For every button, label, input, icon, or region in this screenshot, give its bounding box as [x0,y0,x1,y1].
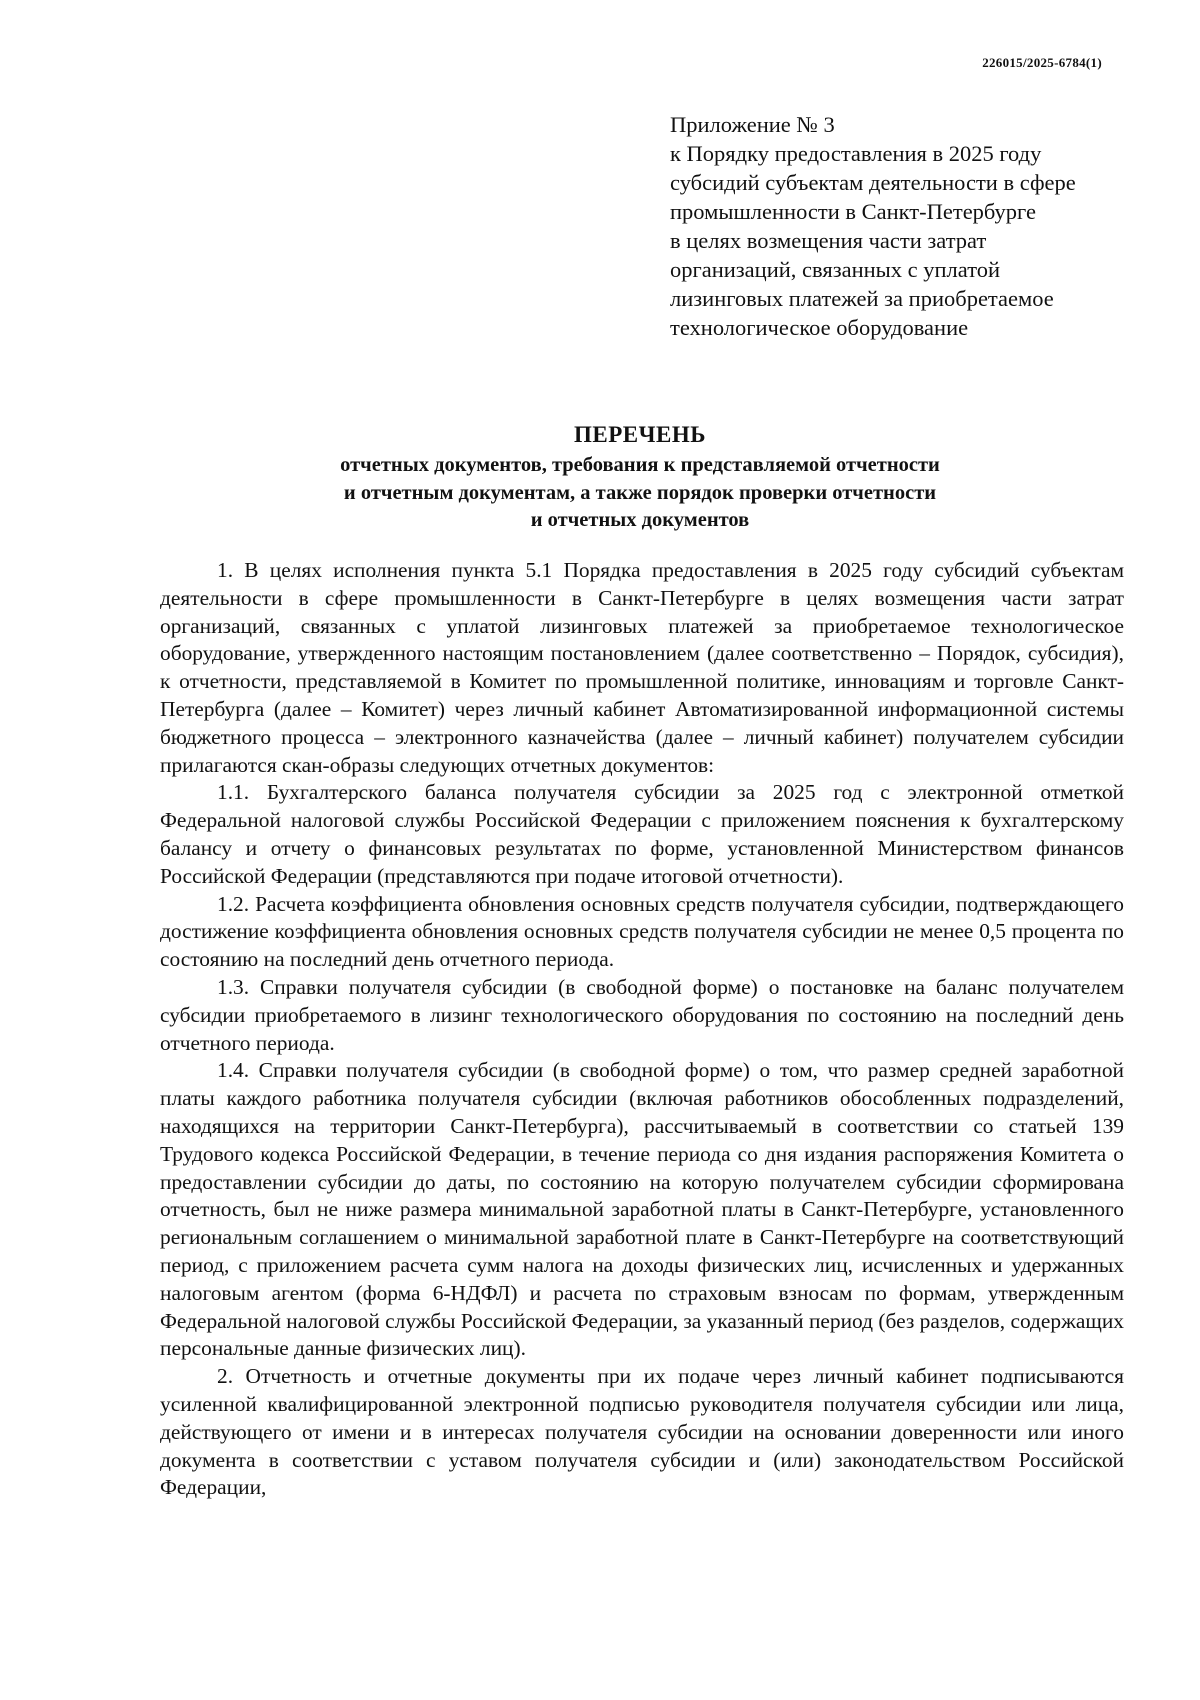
paragraph-1-4: 1.4. Справки получателя субсидии (в свободной форме) о том, что размер средней заработной платы каждого работника получателя субсидии (включая работников обособленных подразделений, находящихся на территории Санкт-Петербурга), рассчитываемый в соответствии со статьей 139 Трудового кодекса Российской Федерации, в течение периода со дня издания распоряжения Комитета о предоставлении субсидии до даты, по состоянию на которую получателем субсидии сформирована отчетность, был не ниже размера минимальной заработной платы в Санкт-Петербурге, установленного региональным соглашением о минимальной заработной плате в Санкт-Петербурге на соответствующий период, с приложением расчета сумм налога на доходы физических лиц, исчисленных и удержанных налоговым агентом (форма 6-НДФЛ) и расчета по страховым взносам по формам, утвержденным Федеральной налоговой службы Российской Федерации, за указанный период (без разделов, содержащих персональные данные физических лиц). [160,1058,1124,1361]
document-registration-number: 226015/2025-6784(1) [982,55,1102,70]
heading-subtitle-line: отчетных документов, требования к представляемой отчетности [340,454,940,476]
heading-subtitle-line: и отчетных документов [530,509,750,531]
paragraph-1-1: 1.1. Бухгалтерского баланса получателя субсидии за 2025 год с электронной отметкой Федеральной налоговой службы Российской Федерации с приложением пояснения к бухгалтерскому балансу и отчету о финансовых результатах по форме, установленной Министерством финансов Российской Федерации (представляются при подаче итоговой отчетности). [160,780,1124,888]
document-body [160,557,1124,1502]
appendix-line: промышленности в Санкт-Петербурге [670,199,1036,224]
appendix-line: организаций, связанных с уплатой [670,257,1001,282]
appendix-line: Приложение № 3 [670,112,835,137]
appendix-line: технологическое оборудование [670,315,969,340]
heading-subtitle-line: и отчетным документам, а также порядок проверки отчетности [343,481,937,504]
appendix-line: субсидий субъектам деятельности в сфере [670,170,1076,195]
heading-title: ПЕРЕЧЕНЬ [574,422,706,447]
paragraph-1-2: 1.2. Расчета коэффициента обновления основных средств получателя субсидии, подтверждающего достижение коэффициента обновления основных средств получателя субсидии не менее 0,5 процента по состоянию на последний день отчетного периода. [160,891,1124,972]
appendix-header [670,110,1140,342]
appendix-line: в целях возмещения части затрат [670,228,987,253]
paragraph-1: 1. В целях исполнения пункта 5.1 Порядка предоставления в 2025 году субсидий субъектам деятельности в сфере промышленности в Санкт-Петербурге в целях возмещения части затрат организаций, связанных с уплатой лизинговых платежей за приобретаемое технологическое оборудование, утвержденного настоящим постановлением (далее соответственно – Порядок, субсидия), к отчетности, представляемой в Комитет по промышленной политике, инновациям и торговле Санкт-Петербурга (далее – Комитет) через личный кабинет Автоматизированной информационной системы бюджетного процесса – электронного казначейства (далее – личный кабинет) получателем субсидии прилагаются скан-образы следующих отчетных документов: [160,558,1124,777]
appendix-line: к Порядку предоставления в 2025 году [670,141,1042,166]
paragraph-1-3: 1.3. Справки получателя субсидии (в свободной форме) о постановке на баланс получателем субсидии приобретаемого в лизинг технологического оборудования по состоянию на последний день отчетного периода. [160,974,1124,1055]
document-heading [160,420,1120,535]
appendix-line: лизинговых платежей за приобретаемое [670,286,1054,311]
paragraph-2: 2. Отчетность и отчетные документы при их подаче через личный кабинет подписываются усиленной квалифицированной электронной подписью руководителя получателя субсидии или лица, действующего от имени и в интересах получателя субсидии на основании доверенности или иного документа в соответствии с уставом получателя субсидии и (или) законодательством Российской Федерации, [160,1364,1124,1500]
